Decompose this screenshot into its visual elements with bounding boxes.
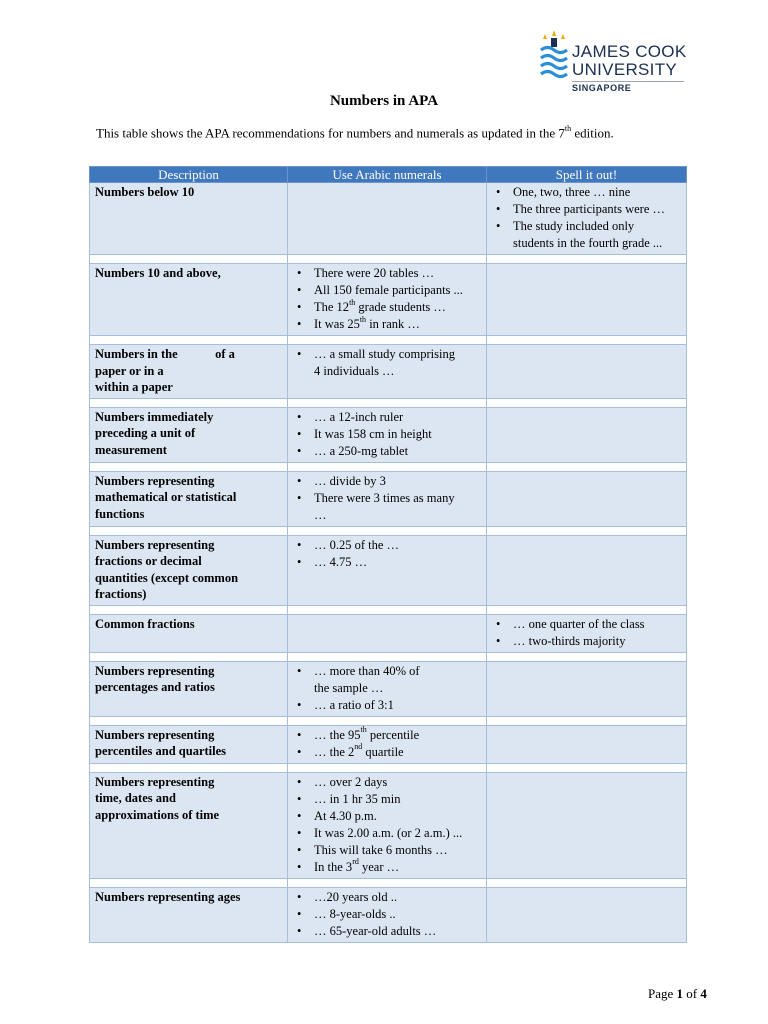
item-superscript: th xyxy=(349,297,356,307)
description-text: approximations of time xyxy=(95,807,220,822)
spacer-cell xyxy=(288,605,487,614)
item-text: One, two, three … nine xyxy=(513,185,631,199)
spacer-row xyxy=(90,652,687,661)
description-cell xyxy=(90,772,288,878)
description-cell xyxy=(90,345,288,399)
spacer-cell xyxy=(90,462,288,471)
spacer-cell xyxy=(288,255,487,264)
list-item xyxy=(492,616,682,633)
item-text-end: in rank … xyxy=(366,317,420,331)
arabic-numerals-cell xyxy=(288,535,487,605)
table-row xyxy=(90,661,687,716)
item-superscript: nd xyxy=(354,742,363,752)
table-row xyxy=(90,345,687,399)
item-superscript: th xyxy=(360,725,367,735)
item-text: … divide by 3 xyxy=(314,473,386,488)
bullet-list xyxy=(293,346,482,380)
item-text: There were 3 times as many xyxy=(314,490,455,505)
arabic-numerals-cell xyxy=(288,471,487,526)
list-item xyxy=(293,282,482,299)
spacer-cell xyxy=(487,716,687,725)
item-text: … the 95 xyxy=(314,727,361,742)
footer-page-total: 4 xyxy=(700,986,707,1001)
item-text: …20 years old .. xyxy=(314,889,397,904)
list-item xyxy=(293,697,482,714)
description-text: measurement xyxy=(95,442,167,457)
table-row xyxy=(90,407,687,462)
list-item xyxy=(293,923,482,940)
arabic-numerals-cell xyxy=(288,264,487,336)
description-text: paper or in a xyxy=(95,363,164,378)
spacer-cell xyxy=(487,255,687,264)
logo-line-3: SINGAPORE xyxy=(572,83,632,93)
intro-superscript: th xyxy=(564,124,572,133)
table-row xyxy=(90,614,687,652)
apa-numbers-table xyxy=(89,166,687,943)
description-text: fractions or decimal xyxy=(95,554,202,568)
description-cell xyxy=(90,725,288,763)
bullet-list xyxy=(293,774,482,876)
list-item xyxy=(293,316,482,333)
item-superscript: rd xyxy=(352,857,359,867)
bullet-list xyxy=(293,727,482,761)
item-text: … 4.75 … xyxy=(314,554,368,569)
item-text: … a 250-mg tablet xyxy=(314,443,409,458)
table-row xyxy=(90,183,687,255)
list-item xyxy=(293,426,482,443)
item-text: At 4.30 p.m. xyxy=(314,808,377,823)
footer-page-number: 1 xyxy=(676,986,684,1001)
logo-emblem-icon xyxy=(540,30,568,82)
spacer-cell xyxy=(288,462,487,471)
item-text: … over 2 days xyxy=(314,774,388,789)
table-row xyxy=(90,264,687,336)
description-text: preceding a unit of xyxy=(95,426,196,440)
item-text: There were 20 tables … xyxy=(314,266,435,280)
list-item xyxy=(293,265,482,282)
table-row xyxy=(90,725,687,763)
item-text: … in 1 hr 35 min xyxy=(314,791,401,806)
description-text: fractions) xyxy=(95,587,147,601)
description-text: Common fractions xyxy=(95,616,195,631)
spacer-cell xyxy=(288,336,487,345)
spacer-row xyxy=(90,605,687,614)
description-text: Numbers representing xyxy=(95,473,215,488)
list-item xyxy=(293,443,482,460)
intro-paragraph xyxy=(96,125,614,141)
table-row xyxy=(90,471,687,526)
spell-out-cell xyxy=(487,264,687,336)
spacer-cell xyxy=(487,462,687,471)
spacer-row xyxy=(90,462,687,471)
spell-out-cell xyxy=(487,661,687,716)
list-item xyxy=(293,906,482,923)
spacer-cell xyxy=(90,526,288,535)
item-superscript: th xyxy=(359,314,367,324)
spacer-cell xyxy=(90,336,288,345)
list-item xyxy=(293,791,482,808)
list-item xyxy=(293,409,482,426)
table-row xyxy=(90,887,687,942)
spacer-cell xyxy=(90,605,288,614)
description-text: Numbers in the of a xyxy=(95,347,235,361)
description-text: Numbers representing xyxy=(95,774,215,789)
logo-line-2: UNIVERSITY xyxy=(572,60,678,79)
arabic-numerals-cell xyxy=(288,183,487,255)
spacer-cell xyxy=(288,878,487,887)
description-text: Numbers representing ages xyxy=(95,889,241,904)
logo-line-1: JAMES COOK xyxy=(572,42,687,61)
header-arabic-numerals: Use Arabic numerals xyxy=(288,167,487,183)
description-text: functions xyxy=(95,506,145,521)
item-text: All 150 female participants ... xyxy=(314,283,463,297)
document-title: Numbers in APA xyxy=(329,93,439,109)
university-logo xyxy=(540,30,690,96)
bullet-list xyxy=(293,663,482,714)
logo-wave xyxy=(541,48,567,53)
page-footer xyxy=(648,986,707,1002)
description-text: Numbers representing xyxy=(95,537,215,552)
spell-out-cell xyxy=(487,183,687,255)
bullet-list xyxy=(293,409,482,460)
logo-wave xyxy=(541,72,567,77)
item-text: … one quarter of the class xyxy=(513,616,645,631)
item-text: … the 2 xyxy=(314,744,355,759)
item-text-end: quartile xyxy=(362,744,404,759)
bullet-list xyxy=(293,889,482,940)
description-text: time, dates and xyxy=(95,791,176,805)
list-item xyxy=(293,490,482,524)
footer-of-word: of xyxy=(686,986,698,1001)
logo-wave xyxy=(541,64,567,69)
description-text: Numbers 10 and above, xyxy=(95,266,221,280)
item-text: The 12 xyxy=(314,300,350,314)
item-text: The three participants were … xyxy=(513,202,666,216)
list-item xyxy=(492,201,682,218)
list-item xyxy=(492,218,682,252)
logo-tower xyxy=(551,38,557,47)
list-item xyxy=(293,473,482,490)
spell-out-cell xyxy=(487,887,687,942)
item-text: In the 3 xyxy=(314,859,353,874)
item-text: … a small study comprising xyxy=(314,347,455,361)
arabic-numerals-cell xyxy=(288,887,487,942)
arabic-numerals-cell xyxy=(288,345,487,399)
item-continuation: students in the fourth grade ... xyxy=(513,236,663,250)
description-cell xyxy=(90,183,288,255)
spacer-cell xyxy=(90,652,288,661)
spacer-cell xyxy=(487,878,687,887)
description-text: within a paper xyxy=(95,380,173,394)
list-item xyxy=(293,859,482,876)
list-item xyxy=(492,633,682,650)
list-item xyxy=(293,774,482,791)
spacer-cell xyxy=(90,716,288,725)
list-item xyxy=(293,299,482,316)
item-text: … 0.25 of the … xyxy=(314,537,400,552)
spell-out-cell xyxy=(487,725,687,763)
spacer-cell xyxy=(487,605,687,614)
description-text: Numbers representing xyxy=(95,663,215,678)
item-continuation: the sample … xyxy=(314,680,384,695)
bullet-list xyxy=(492,184,682,252)
table-body xyxy=(90,183,687,943)
intro-text-end: edition. xyxy=(571,125,614,141)
spacer-row xyxy=(90,398,687,407)
spacer-cell xyxy=(288,763,487,772)
item-continuation: 4 individuals … xyxy=(314,364,395,378)
table-row xyxy=(90,535,687,605)
description-cell xyxy=(90,407,288,462)
item-text: … a ratio of 3:1 xyxy=(314,697,394,712)
bullet-list xyxy=(293,473,482,524)
item-text-end: grade students … xyxy=(355,300,446,314)
description-text: mathematical or statistical xyxy=(95,490,237,504)
item-text: The study included only xyxy=(513,219,635,233)
list-item xyxy=(293,889,482,906)
spacer-cell xyxy=(288,398,487,407)
description-cell xyxy=(90,471,288,526)
spacer-cell xyxy=(90,878,288,887)
bullet-list xyxy=(293,265,482,333)
spell-out-cell xyxy=(487,471,687,526)
description-text: Numbers immediately xyxy=(95,409,214,424)
item-text: It was 158 cm in height xyxy=(314,426,432,441)
spell-out-cell xyxy=(487,772,687,878)
description-text: percentiles and quartiles xyxy=(95,744,227,758)
intro-text: This table shows the APA recommendations for numbers and numerals as updated in the 7 xyxy=(96,125,565,141)
logo-flame xyxy=(543,34,547,39)
description-cell xyxy=(90,614,288,652)
description-cell xyxy=(90,661,288,716)
spell-out-cell xyxy=(487,407,687,462)
list-item xyxy=(293,346,482,380)
item-text: … two-thirds majority xyxy=(513,633,626,648)
item-text: It was 25 xyxy=(314,317,360,331)
item-text: … 8-year-olds .. xyxy=(314,906,396,921)
list-item xyxy=(293,554,482,571)
table-row xyxy=(90,772,687,878)
list-item xyxy=(293,727,482,744)
description-text: quantities (except common xyxy=(95,570,239,585)
description-text: Numbers below 10 xyxy=(95,185,195,199)
spacer-row xyxy=(90,336,687,345)
spacer-cell xyxy=(487,652,687,661)
logo-divider xyxy=(572,81,684,82)
item-text: … 65-year-old adults … xyxy=(314,923,437,938)
description-cell xyxy=(90,887,288,942)
list-item xyxy=(293,663,482,697)
header-description: Description xyxy=(90,167,288,183)
arabic-numerals-cell xyxy=(288,661,487,716)
table-header-row xyxy=(90,167,687,183)
spell-out-cell xyxy=(487,345,687,399)
arabic-numerals-cell xyxy=(288,407,487,462)
spacer-cell xyxy=(90,398,288,407)
item-text: … more than 40% of xyxy=(314,663,420,678)
description-cell xyxy=(90,535,288,605)
item-text-end: year … xyxy=(358,859,400,874)
spacer-cell xyxy=(487,398,687,407)
item-continuation: … xyxy=(314,507,327,522)
item-text: This will take 6 months … xyxy=(314,842,448,857)
bullet-list xyxy=(492,616,682,650)
list-item xyxy=(293,825,482,842)
description-text: Numbers representing xyxy=(95,727,215,742)
spacer-cell xyxy=(288,526,487,535)
list-item xyxy=(293,744,482,761)
item-text-end: percentile xyxy=(366,727,420,742)
item-text: It was 2.00 a.m. (or 2 a.m.) ... xyxy=(314,825,463,840)
arabic-numerals-cell xyxy=(288,772,487,878)
description-cell xyxy=(90,264,288,336)
list-item xyxy=(293,842,482,859)
logo-flame xyxy=(552,30,556,36)
spacer-cell xyxy=(90,255,288,264)
spacer-row xyxy=(90,716,687,725)
spacer-row xyxy=(90,878,687,887)
spacer-cell xyxy=(288,716,487,725)
spacer-row xyxy=(90,255,687,264)
item-text: … a 12-inch ruler xyxy=(314,409,404,424)
spacer-cell xyxy=(487,763,687,772)
header-spell-out: Spell it out! xyxy=(487,167,687,183)
spell-out-cell xyxy=(487,535,687,605)
description-text: percentages and ratios xyxy=(95,680,215,694)
spacer-cell xyxy=(487,526,687,535)
list-item xyxy=(293,537,482,554)
arabic-numerals-cell xyxy=(288,725,487,763)
bullet-list xyxy=(293,537,482,571)
spacer-row xyxy=(90,763,687,772)
spacer-cell xyxy=(487,336,687,345)
arabic-numerals-cell xyxy=(288,614,487,652)
spacer-cell xyxy=(288,652,487,661)
footer-page-word: Page xyxy=(648,986,674,1001)
list-item xyxy=(293,808,482,825)
logo-flame xyxy=(561,34,565,39)
logo-wave xyxy=(541,56,567,61)
spell-out-cell xyxy=(487,614,687,652)
spacer-row xyxy=(90,526,687,535)
spacer-cell xyxy=(90,763,288,772)
list-item xyxy=(492,184,682,201)
